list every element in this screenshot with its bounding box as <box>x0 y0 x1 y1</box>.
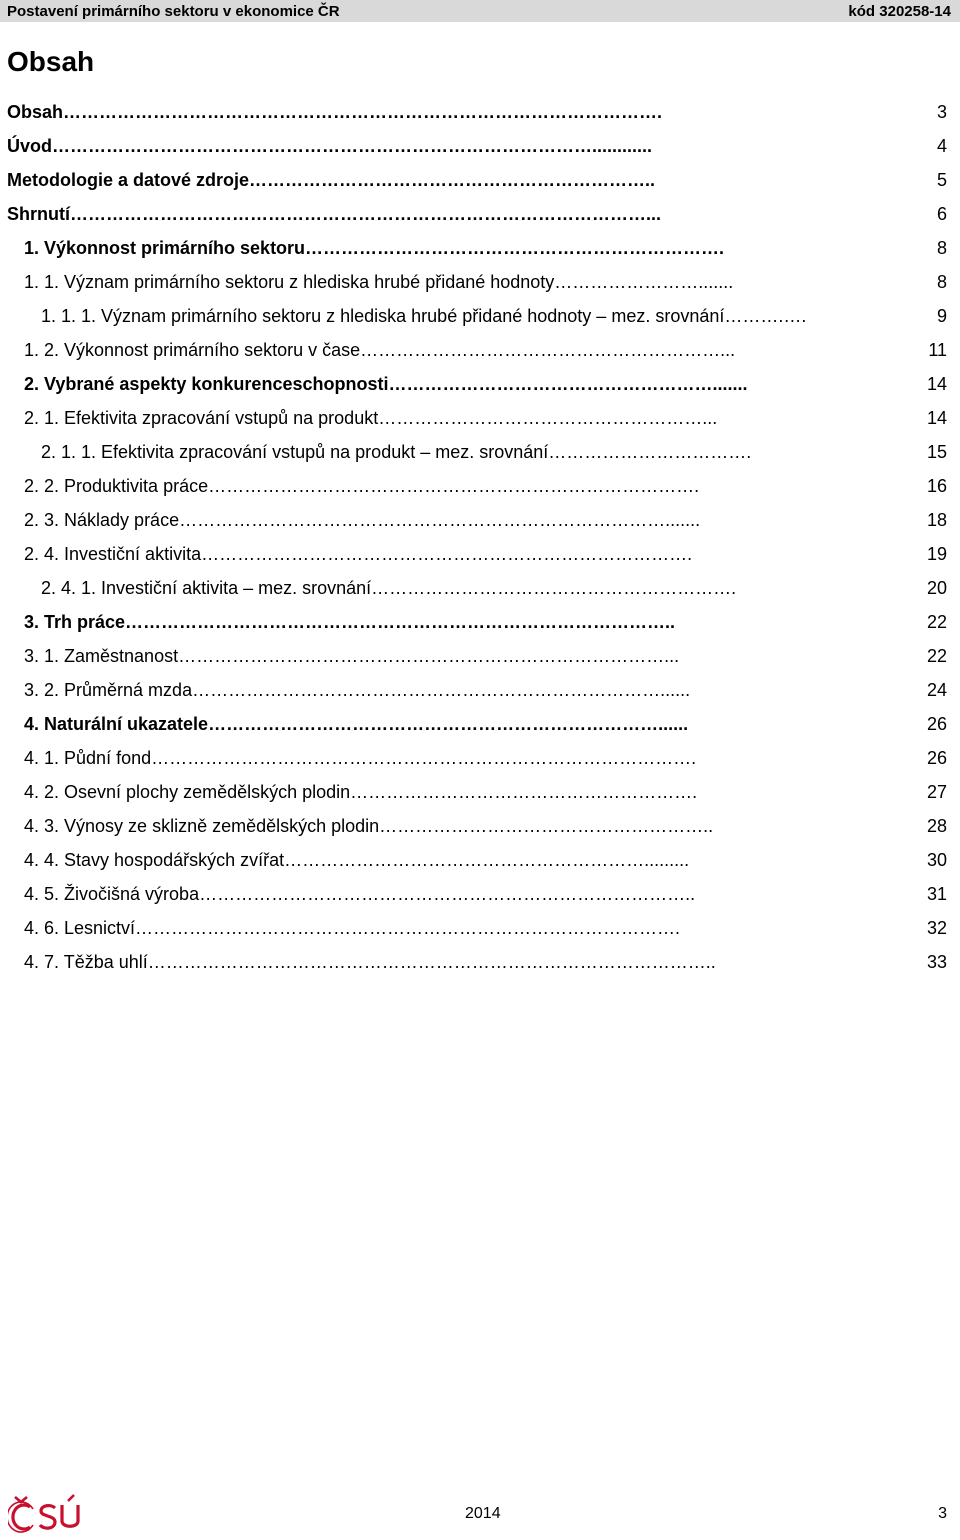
toc-entry-page-number: 33 <box>926 952 947 972</box>
toc-entry-page-number: 15 <box>926 442 947 462</box>
toc-entry-title: 2. 1. Efektivita zpracování vstupů na produkt………………………………………………... <box>24 408 718 428</box>
toc-entry-page-number: 8 <box>936 272 947 292</box>
toc-entry-page-number: 14 <box>926 408 947 428</box>
toc-entry[interactable] <box>0 503 960 537</box>
toc-entry-title: 3. 1. Zaměstnanost………………………………………………………………………... <box>24 646 680 666</box>
toc-entry[interactable] <box>0 231 960 265</box>
toc-entry-title: 4. 1. Půdní fond………………………………………………………………………………. <box>24 748 697 768</box>
toc-entry[interactable] <box>0 435 960 469</box>
toc-entry-title: 3. Trh práce……………………………………………………………………………….. <box>24 612 676 632</box>
footer-page-number: 3 <box>938 1505 947 1522</box>
page-header <box>0 0 960 22</box>
toc-entry-title: 1. 1. Význam primárního sektoru z hlediska hrubé přidané hodnoty……………………....... <box>24 272 734 292</box>
toc-entry-page-number: 32 <box>926 918 947 938</box>
toc-entry[interactable] <box>0 911 960 945</box>
toc-entry-title: 1. Výkonnost primárního sektoru……………………………………………………………. <box>24 238 725 258</box>
toc-entry-page-number: 28 <box>926 816 947 836</box>
toc-entry-title: 4. 6. Lesnictví………………………………………………………………………………. <box>24 918 681 938</box>
document-title: Postavení primárního sektoru v ekonomice ČR <box>7 3 340 20</box>
toc-entry-title: 4. 3. Výnosy ze sklizně zemědělských plodin……………………………………………….. <box>24 816 714 836</box>
toc-entry-title: 3. 2. Průměrná mzda……………………………………………………………………...... <box>24 680 691 700</box>
toc-entry[interactable] <box>0 605 960 639</box>
toc-entry[interactable] <box>0 809 960 843</box>
toc-entry-title: 2. Vybrané aspekty konkurenceschopnosti………………………………………………....... <box>24 374 748 394</box>
toc-entry-title: 1. 1. 1. Význam primárního sektoru z hlediska hrubé přidané hodnoty – mez. srovnání……….…. <box>41 306 807 326</box>
toc-entry-title: 2. 1. 1. Efektivita zpracování vstupů na produkt – mez. srovnání……………………………. <box>41 442 752 462</box>
toc-entry-title: Shrnutí……………………………………………………………………………………... <box>7 204 661 224</box>
toc-entry-title: 2. 3. Náklady práce………………………………………………………………………....... <box>24 510 701 530</box>
toc-entry-title: 4. 5. Živočišná výroba……………………………………………………………………….. <box>24 884 696 904</box>
toc-entry-page-number: 22 <box>926 646 947 666</box>
toc-entry-page-number: 18 <box>926 510 947 530</box>
toc-entry-title: 2. 4. 1. Investiční aktivita – mez. srovnání……………………………………………………. <box>41 578 737 598</box>
toc-entry[interactable] <box>0 163 960 197</box>
toc-entry-page-number: 9 <box>936 306 947 326</box>
toc-entry-page-number: 6 <box>936 204 947 224</box>
toc-entry-page-number: 22 <box>926 612 947 632</box>
toc-entry-page-number: 11 <box>928 340 947 360</box>
toc-entry-title: 4. 2. Osevní plochy zemědělských plodin…………………………………………………. <box>24 782 698 802</box>
toc-entry-page-number: 26 <box>926 714 947 734</box>
toc-entry[interactable] <box>0 265 960 299</box>
table-of-contents <box>0 95 960 979</box>
toc-entry-page-number: 26 <box>926 748 947 768</box>
toc-entry-title: 4. Naturální ukazatele…………………………………………………………………...... <box>24 714 689 734</box>
toc-entry-title: Metodologie a datové zdroje………………………………………………………….. <box>7 170 656 190</box>
toc-entry[interactable] <box>0 741 960 775</box>
toc-entry-page-number: 14 <box>926 374 947 394</box>
toc-entry-page-number: 16 <box>926 476 947 496</box>
toc-entry-title: Obsah………………………………………………………………………………………. <box>7 102 663 122</box>
toc-entry[interactable] <box>0 877 960 911</box>
toc-entry[interactable] <box>0 129 960 163</box>
toc-entry-page-number: 24 <box>926 680 947 700</box>
toc-entry-page-number: 31 <box>926 884 947 904</box>
toc-entry-page-number: 3 <box>936 102 947 122</box>
toc-entry[interactable] <box>0 843 960 877</box>
toc-entry[interactable] <box>0 707 960 741</box>
page-title: Obsah <box>7 46 95 77</box>
toc-entry[interactable] <box>0 367 960 401</box>
toc-entry[interactable] <box>0 945 960 979</box>
toc-entry[interactable] <box>0 775 960 809</box>
toc-entry-title: 4. 4. Stavy hospodářských zvířat……………………………………………………......... <box>24 850 690 870</box>
document-code: kód 320258-14 <box>848 3 951 20</box>
toc-entry[interactable] <box>0 639 960 673</box>
toc-entry[interactable] <box>0 401 960 435</box>
toc-entry[interactable] <box>0 299 960 333</box>
toc-entry-page-number: 5 <box>936 170 947 190</box>
toc-entry-page-number: 8 <box>936 238 947 258</box>
toc-entry-title: 2. 4. Investiční aktivita………………………………………………………………………. <box>24 544 693 564</box>
toc-entry[interactable] <box>0 469 960 503</box>
toc-entry-title: 1. 2. Výkonnost primárního sektoru v čase……………………………………………………... <box>24 340 736 360</box>
toc-entry-page-number: 20 <box>926 578 947 598</box>
toc-entry[interactable] <box>0 333 960 367</box>
toc-entry[interactable] <box>0 537 960 571</box>
toc-entry-page-number: 27 <box>926 782 947 802</box>
csu-logo <box>8 1493 88 1535</box>
csu-logo-mark <box>8 1495 78 1532</box>
toc-entry-page-number: 30 <box>926 850 947 870</box>
toc-entry-title: 4. 7. Těžba uhlí………………………………………………………………………………….. <box>24 952 716 972</box>
toc-entry-page-number: 4 <box>936 136 947 156</box>
toc-entry[interactable] <box>0 95 960 129</box>
footer-year: 2014 <box>465 1505 501 1522</box>
toc-entry-title: Úvod………………………………………………………………………………............ <box>7 136 653 156</box>
toc-entry-page-number: 19 <box>926 544 947 564</box>
toc-entry[interactable] <box>0 571 960 605</box>
toc-entry[interactable] <box>0 673 960 707</box>
toc-entry-title: 2. 2. Produktivita práce………………………………………………………………………. <box>24 476 700 496</box>
toc-entry[interactable] <box>0 197 960 231</box>
